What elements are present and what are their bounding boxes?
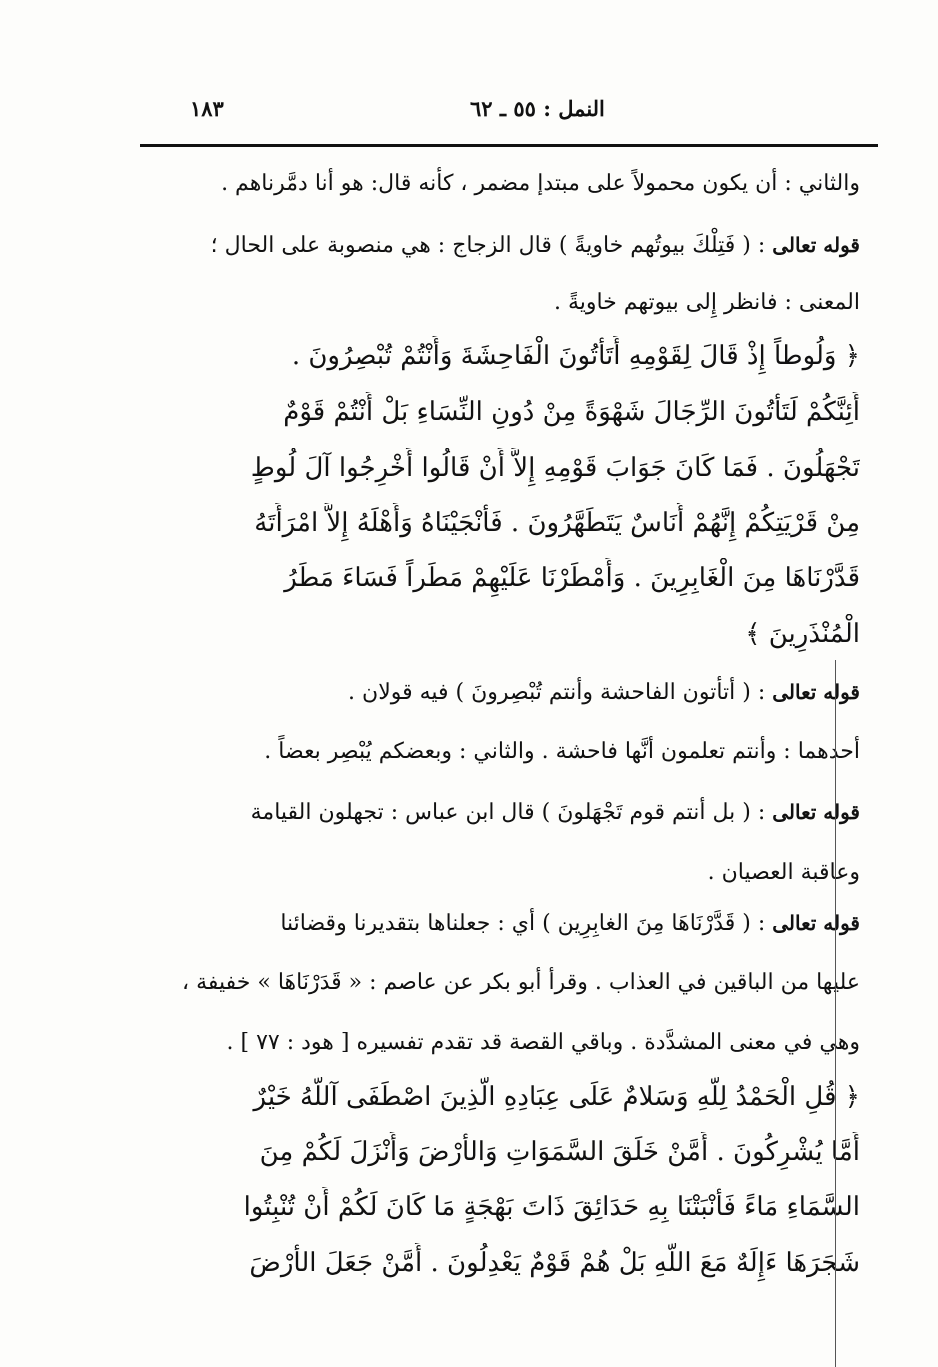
text-line xyxy=(130,225,860,269)
line-lead: قوله تعالى xyxy=(772,911,860,935)
text-line xyxy=(130,1022,860,1066)
text-line xyxy=(130,282,860,326)
text-line xyxy=(130,852,860,896)
line-text: شَجَرَهَا ءَإِلَهٌ مَعَ اللَّهِ بَلْ هُمْ قَوْمٌ يَعْدِلُونَ . أَمَّنْ جَعَلَ الأَرْضَ xyxy=(249,1248,860,1278)
line-text: تَجْهَلُونَ . فَمَا كَانَ جَوَابَ قَوْمِهِ إِلاَّ أَنْ قَالُوا أَخْرِجُوا آلَ لُوطٍ xyxy=(250,453,860,483)
verse-line xyxy=(130,503,860,547)
line-text: : ( فَتِلْكَ بيوتُهم خاويةً ) قال الزجاج : هي منصوبة على الحال ؛ xyxy=(210,233,766,258)
line-text: والثاني : أن يكون محمولاً على مبتدإ مضمر ، كأنه قال: هو أنا دمَّرناهم . xyxy=(221,171,860,196)
header-rule xyxy=(140,144,878,147)
text-line xyxy=(130,163,860,207)
verse-line xyxy=(130,558,860,602)
surah-verse-range: النمل : ٥٥ ـ ٦٢ xyxy=(470,96,605,121)
verse-line xyxy=(130,336,860,380)
verse-line xyxy=(130,1132,860,1176)
text-line xyxy=(130,903,860,947)
text-line xyxy=(130,731,860,775)
line-text: مِنْ قَرْيَتِكُمْ إِنَّهُمْ أُنَاسٌ يَتَطَهَّرُونَ . فَأَنْجَيْنَاهُ وَأَهْلَهُ إِلاَّ امْرَأَتَهُ xyxy=(254,508,860,538)
page-header xyxy=(140,92,870,128)
line-text: أَمَّا يُشْرِكُونَ . أَمَّنْ خَلَقَ السَّمَوَاتِ وَالأَرْضَ وَأَنْزَلَ لَكُمْ مِنَ xyxy=(259,1137,860,1167)
line-lead: قوله تعالى xyxy=(772,233,860,257)
line-text: السَّمَاءِ مَاءً فَأَنْبَتْنَا بِهِ حَدَائِقَ ذَاتَ بَهْجَةٍ مَا كَانَ لَكُمْ أَنْ تُنْبِتُوا xyxy=(243,1192,860,1222)
text-line xyxy=(130,962,860,1006)
line-text: : ( أتأتون الفاحشة وأنتم تُبْصِرونَ ) فيه قولان . xyxy=(348,680,766,705)
verse-line xyxy=(130,1187,860,1231)
verse-line xyxy=(130,1077,860,1121)
line-text: قَدَّرْنَاهَا مِنَ الْغَابِرِينَ . وَأَمْطَرْنَا عَلَيْهِمْ مَطَراً فَسَاءَ مَطَرُ xyxy=(284,563,860,593)
verse-line xyxy=(130,1243,860,1287)
line-text: وعاقبة العصيان . xyxy=(707,860,860,885)
verse-line xyxy=(130,392,860,436)
line-text: : ( قَدَّرْنَاهَا مِنَ الغابِرِين ) أي : جعلناها بتقديرنا وقضائنا xyxy=(280,911,766,936)
verse-line xyxy=(130,448,860,492)
line-lead: قوله تعالى xyxy=(772,680,860,704)
line-text: ﴿ قُلِ الْحَمْدُ لِلَّهِ وَسَلامٌ عَلَى عِبَادِهِ الَّذِينَ اصْطَفَى آللَّهُ خَيْرٌ xyxy=(253,1082,860,1112)
line-text: أَئِنَّكُمْ لَتَأْتُونَ الرِّجَالَ شَهْوَةً مِنْ دُونِ النِّسَاءِ بَلْ أَنْتُمْ قَوْمٌ xyxy=(283,397,860,427)
line-text: ﴿ وَلُوطاً إِذْ قَالَ لِقَوْمِهِ أَتَأْتُونَ الْفَاحِشَةَ وَأَنْتُمْ تُبْصِرُونَ . xyxy=(291,341,860,371)
page-number: ١٨٣ xyxy=(190,96,224,121)
text-line xyxy=(130,792,860,836)
scan-margin-line xyxy=(835,660,836,1367)
line-text: : ( بل أنتم قوم تَجْهَلونَ ) قال ابن عباس : تجهلون القيامة xyxy=(250,800,766,825)
line-text: الْمُنْذَرِينَ ﴾ xyxy=(745,619,860,649)
verse-line xyxy=(130,614,860,658)
line-text: وهي في معنى المشدَّدة . وباقي القصة قد تقدم تفسيره [ هود : ٧٧ ] . xyxy=(226,1030,860,1055)
line-lead: قوله تعالى xyxy=(772,800,860,824)
text-line xyxy=(130,672,860,716)
line-text: أحدهما : وأنتم تعلمون أنَّها فاحشة . والثاني : وبعضكم يُبْصِر بعضاً . xyxy=(264,739,860,764)
line-text: المعنى : فانظر إِلى بيوتهم خاويةً . xyxy=(553,290,860,315)
line-text: عليها من الباقين في العذاب . وقرأ أبو بكر عن عاصم : « قَدَرْنَاهَا » خفيفة ، xyxy=(182,970,860,995)
